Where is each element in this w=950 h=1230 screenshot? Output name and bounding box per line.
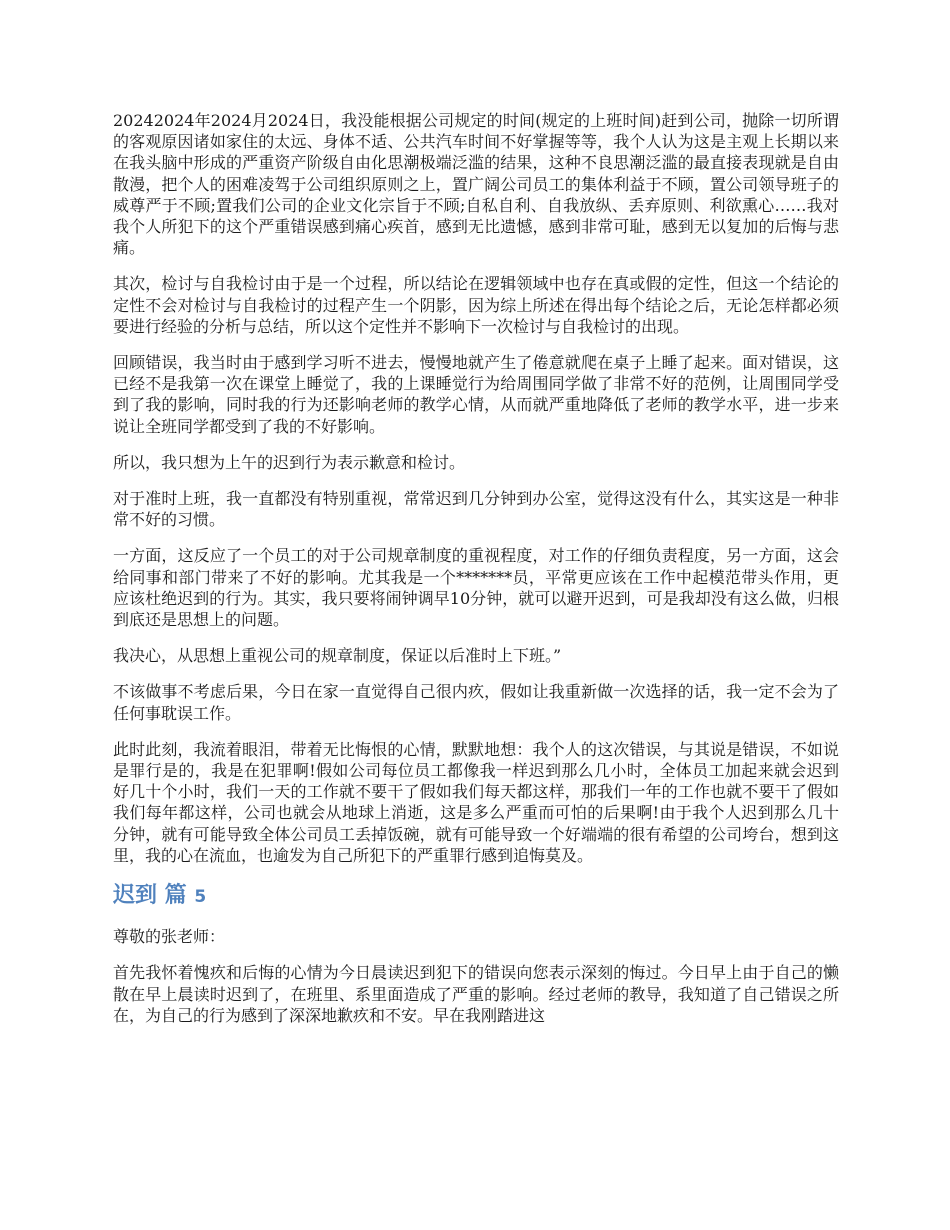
- paragraph-7: 我决心，从思想上重视公司的规章制度，保证以后准时上下班。”: [113, 646, 562, 666]
- section-heading-text: 迟到 篇: [113, 883, 187, 909]
- paragraph-9: 此时此刻，我流着眼泪，带着无比悔恨的心情，默默地想：我个人的这次错误，与其说是错误，不如说是罪行是的，我是在犯罪啊!假如公司每位员工都像我一样迟到那么几小时，全体员工加起来就会迟到好几十个小时，我们一天的工作就不要干了假如我们每天都这样，那我们一年的工作也就不要干了假如我们每年都这样，公司也就会从地球上消逝，这是多么严重而可怕的后果啊!由于我个人迟到那么几十分钟，就有可能导致全体公司员工丢掉饭碗，就有可能导致一个好端端的很有希望的公司垮台，想到这里，我的心在流血，也逾发为自己所犯下的严重罪行感到追悔莫及。: [113, 739, 839, 865]
- paragraph-4: 所以，我只想为上午的迟到行为表示歉意和检讨。: [113, 452, 466, 472]
- paragraph-2: 其次，检讨与自我检讨由于是一个过程，所以结论在逻辑领域中也存在真或假的定性，但这一个结论的定性不会对检讨与自我检讨的过程产生一个阴影，因为综上所述在得出每个结论之后，无论怎样都必须要进行经验的分析与总结，所以这个定性并不影响下一次检讨与自我检讨的出现。: [113, 274, 839, 336]
- section-heading-number: 5: [194, 887, 207, 908]
- paragraph-8: 不该做事不考虑后果，今日在家一直觉得自己很内疚，假如让我重新做一次选择的话，我一定不会为了任何事耽误工作。: [113, 682, 839, 723]
- paragraph-6: 一方面，这反应了一个员工的对于公司规章制度的重视程度，对工作的仔细负责程度，另一方面，这会给同事和部门带来了不好的影响。尤其我是一个*******员，平常更应该在工作中起模范带头作用，更应该杜绝迟到的行为。其实，我只要将闹钟调早10分钟，就可以避开迟到，可是我却没有这么做，归根到底还是思想上的问题。: [113, 546, 839, 630]
- document-page: [113, 110, 839, 1041]
- salutation: 尊敬的张老师：: [113, 927, 226, 947]
- paragraph-10: 首先我怀着愧疚和后悔的心情为今日晨读迟到犯下的错误向您表示深刻的悔过。今日早上由于自己的懒散在早上晨读时迟到了，在班里、系里面造成了严重的影响。经过老师的教导，我知道了自己错误之所在，为自己的行为感到了深深地歉疚和不安。早在我刚踏进这: [113, 963, 839, 1025]
- paragraph-5: 对于准时上班，我一直都没有特别重视，常常迟到几分钟到办公室，觉得这没有什么，其实这是一种非常不好的习惯。: [113, 489, 839, 530]
- paragraph-3: 回顾错误，我当时由于感到学习听不进去，慢慢地就产生了倦意就爬在桌子上睡了起来。面对错误，这已经不是我第一次在课堂上睡觉了，我的上课睡觉行为给周围同学做了非常不好的范例，让周围同学受到了我的影响，同时我的行为还影响老师的教学心情，从而就严重地降低了老师的教学水平，进一步来说让全班同学都受到了我的不好影响。: [113, 353, 839, 436]
- section-heading: [113, 881, 839, 912]
- paragraph-1: 20242024年2024月2024日，我没能根据公司规定的时间(规定的上班时间)赶到公司，抛除一切所谓的客观原因诸如家住的太远、身体不适、公共汽车时间不好掌握等等，我个人认为这是主观上长期以来在我头脑中形成的严重资产阶级自由化思潮极端泛滥的结果，这种不良思潮泛滥的最直接表现就是自由散漫，把个人的困难凌驾于公司组织原则之上，置广阔公司员工的集体利益于不顾，置公司领导班子的威尊严于不顾;置我们公司的企业文化宗旨于不顾;自私自利、自我放纵、丢弃原则、利欲熏心……我对我个人所犯下的这个严重错误感到痛心疾首，感到无比遗憾，感到非常可耻，感到无以复加的后悔与悲痛。: [113, 111, 839, 258]
